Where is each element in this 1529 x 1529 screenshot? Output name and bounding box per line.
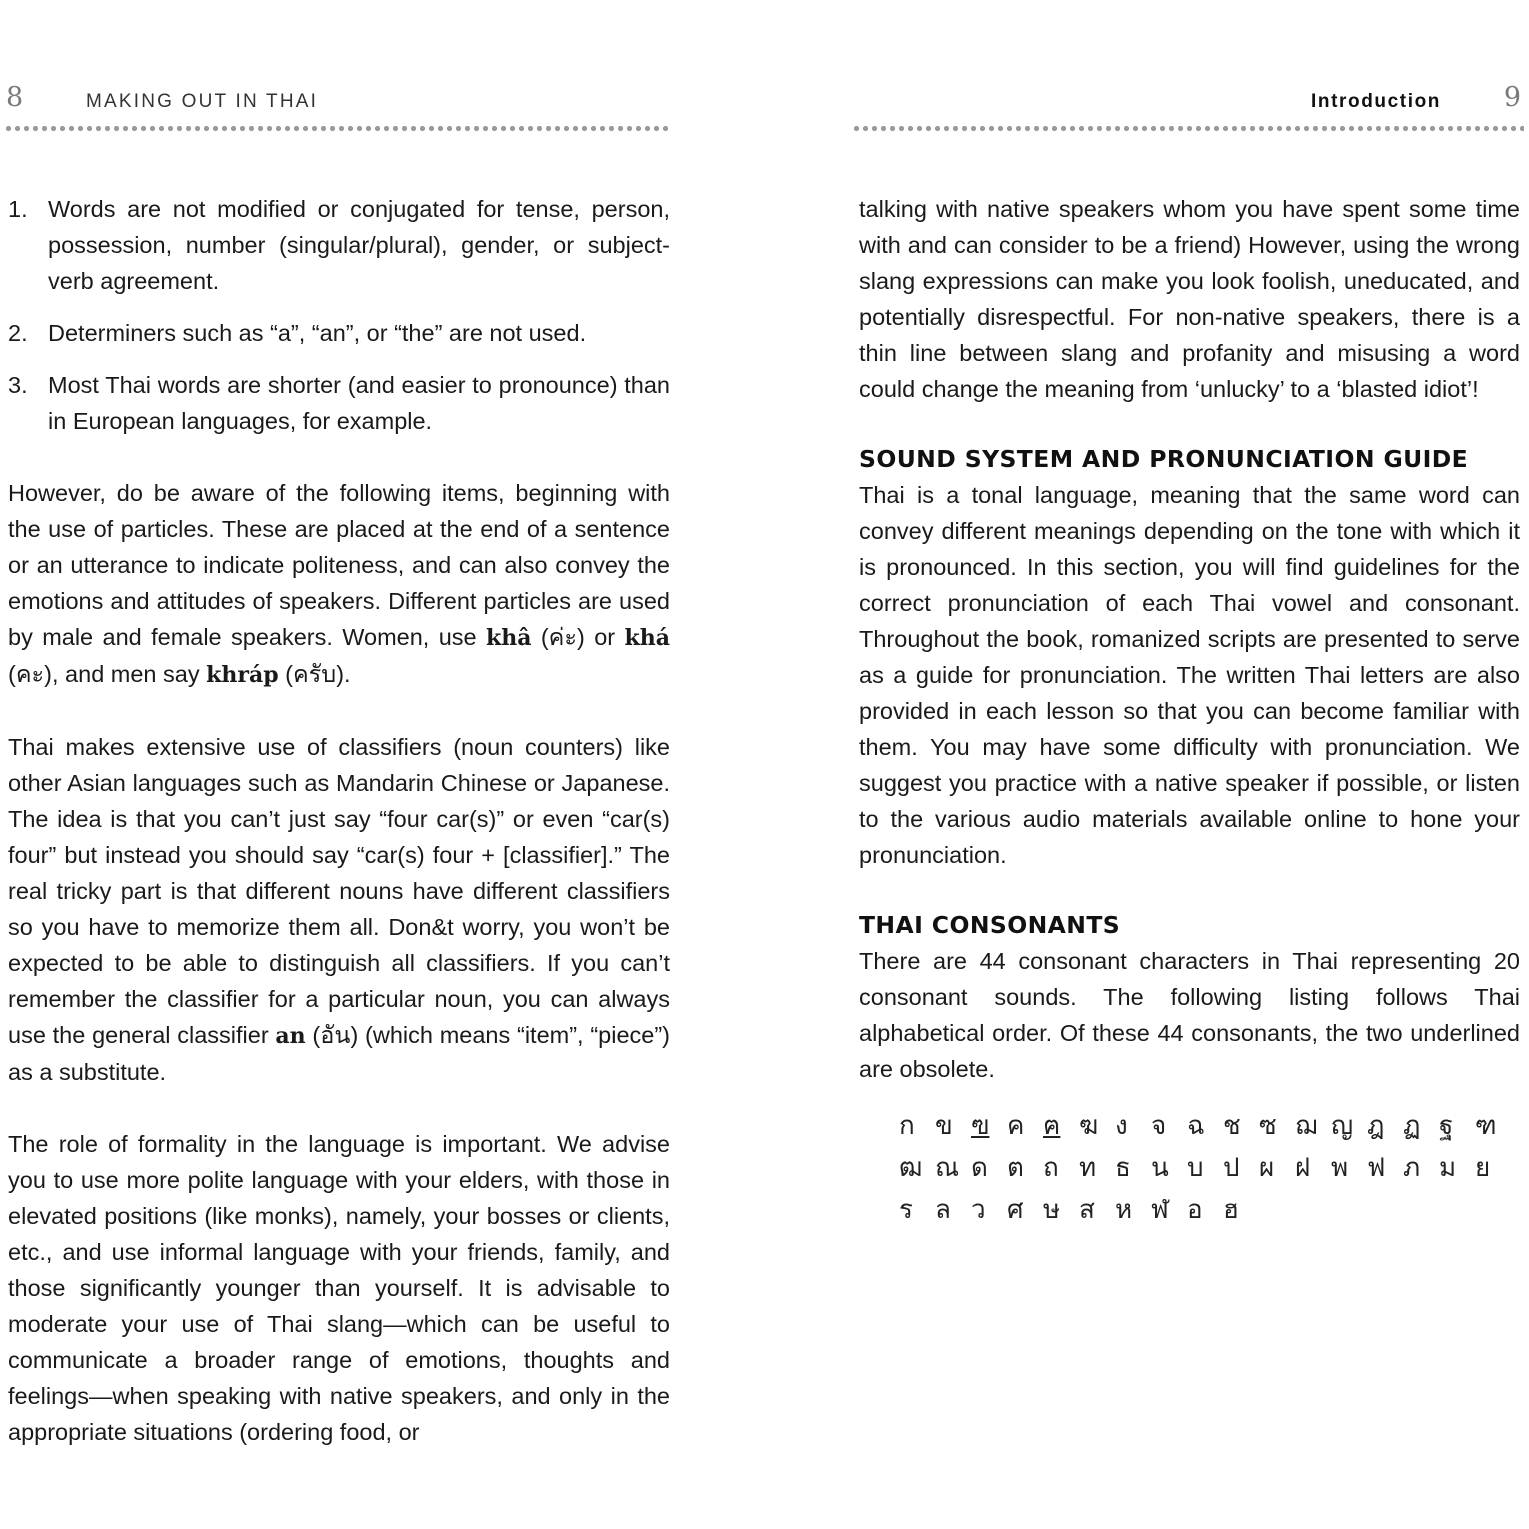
section-heading-consonants: THAI CONSONANTS xyxy=(859,911,1121,939)
thai-consonant: น xyxy=(1151,1153,1169,1183)
thai-consonant: พ xyxy=(1331,1153,1349,1183)
paragraph-text: Thai makes extensive use of classifiers (noun counters) like other Asian languages such as Mandarin Chinese or Japanese. The idea is that you can’t just say “four car(s)” or even “car(s) four” but instead you should say “car(s) four + [classifier].” The real tricky part is that different nouns have different classifiers so you have to memorize them all. Don&t worry, you won’t be expected to be able to distinguish all classifiers. If you can’t remember the classifier for a particular noun, you can always use the general classifier xyxy=(8,734,670,1048)
continued-paragraph: talking with native speakers whom you have spent some time with and can consider to be a friend) However, using the wrong slang expressions can make you look foolish, uneducated, and potentially disrespectful. For non-native speakers, there is a thin line between slang and profanity and misusing a word could change the meaning from ‘unlucky’ to a ‘blasted idiot’! xyxy=(859,196,1520,402)
formality-paragraph: The role of formality in the language is important. We advise you to use more polite language with your elders, with those in elevated positions (like monks), namely, your bosses or clients, etc., and use informal language with your friends, family, and those significantly younger than yourself. It is advisable to moderate your use of Thai slang—which can be useful to communicate a broader range of emotions, thoughts and feelings—when speaking with native speakers, and only in the appropriate situations (ordering food, or xyxy=(8,1131,670,1445)
thai-consonant: ม xyxy=(1439,1153,1457,1183)
thai-consonant: ศ xyxy=(1007,1195,1024,1225)
consonant-row xyxy=(899,1147,1520,1189)
paragraph-text: (คะ), and men say xyxy=(8,661,207,687)
right-page-number: 9 xyxy=(1503,82,1521,113)
romanized-word: khráp xyxy=(206,662,279,688)
thai-consonant: ท xyxy=(1079,1153,1097,1183)
thai-consonant: ฅ xyxy=(1043,1111,1061,1141)
paragraph-text: However, do be aware of the following items, beginning with the use of particles. These are placed at the end of a sentence or an utterance to indicate politeness, and can also convey the emotions and attitudes of speakers. Different particles are used by male and female speakers. Women, use xyxy=(8,480,670,650)
thai-consonant: ค xyxy=(1007,1111,1025,1141)
thai-consonant: ก xyxy=(899,1111,915,1141)
thai-consonant: ฏ xyxy=(1403,1111,1421,1141)
left-body-text xyxy=(8,191,670,1450)
thai-consonant: ถ xyxy=(1043,1153,1059,1183)
thai-consonant: ฑ xyxy=(1475,1111,1497,1141)
thai-consonant: บ xyxy=(1187,1153,1204,1183)
thai-consonant: ว xyxy=(971,1195,986,1225)
thai-consonant: ฃ xyxy=(971,1111,990,1141)
list-item xyxy=(8,191,670,299)
thai-consonant: ฆ xyxy=(1079,1111,1099,1141)
list-item xyxy=(8,367,670,439)
thai-consonant: ฎ xyxy=(1367,1111,1385,1141)
right-dotted-rule xyxy=(852,125,1524,132)
thai-consonant: ห xyxy=(1115,1195,1133,1225)
thai-consonant: ธ xyxy=(1115,1153,1131,1183)
list-item xyxy=(8,315,670,351)
pronunciation-paragraph: Thai is a tonal language, meaning that the same word can convey different meanings depending on the tone with which it is pronounced. In this section, you will find guidelines for the correct pronunciation of each Thai vowel and consonant. Throughout the book, romanized scripts are presented to serve as a guide for pronunciation. The written Thai letters are also provided in each lesson so that you can become familiar with them. You may have some difficulty with pronunciation. We suggest you practice with a native speaker if possible, or listen to the various audio materials available online to hone your pronunciation. xyxy=(859,482,1520,868)
left-running-head xyxy=(0,82,680,122)
thai-consonant: ณ xyxy=(935,1153,960,1183)
list-item-text: Words are not modified or conjugated for tense, person, possession, number (singular/plural), gender, or subject-verb agreement. xyxy=(48,196,670,294)
thai-consonant: ง xyxy=(1115,1111,1128,1141)
thai-consonant: ร xyxy=(899,1195,913,1225)
thai-consonant: ซ xyxy=(1259,1111,1277,1141)
section-heading-pronunciation: SOUND SYSTEM AND PRONUNCIATION GUIDE xyxy=(859,445,1469,473)
thai-consonant: ภ xyxy=(1403,1153,1421,1183)
left-page xyxy=(0,0,680,1529)
thai-consonant: ป xyxy=(1223,1153,1240,1183)
thai-consonant: ส xyxy=(1079,1195,1095,1225)
thai-consonant: ฬ xyxy=(1151,1195,1169,1225)
thai-consonant: ล xyxy=(935,1195,951,1225)
consonant-row xyxy=(899,1105,1520,1147)
list-number: 1. xyxy=(8,196,28,222)
consonant-row xyxy=(899,1189,1520,1231)
thai-consonant: ด xyxy=(971,1153,988,1183)
chapter-title-header: Introduction xyxy=(1310,91,1441,112)
thai-consonant: อ xyxy=(1187,1195,1203,1225)
grammar-points-list xyxy=(8,191,670,439)
left-dotted-rule xyxy=(4,125,672,132)
romanized-word: khá xyxy=(624,625,671,651)
paragraph-text: (อัน) (which means “item”, “piece”) as a substitute. xyxy=(8,1022,670,1085)
thai-consonant: ษ xyxy=(1043,1195,1061,1225)
thai-consonant: ต xyxy=(1007,1153,1024,1183)
romanized-word: an xyxy=(275,1023,306,1049)
thai-consonant: ช xyxy=(1223,1111,1241,1141)
thai-consonant: ฌ xyxy=(1295,1111,1318,1141)
list-item-text: Most Thai words are shorter (and easier to pronounce) than in European languages, for example. xyxy=(48,372,670,434)
right-body-text xyxy=(859,191,1520,1231)
classifiers-paragraph xyxy=(8,729,670,1090)
thai-consonant: ผ xyxy=(1259,1153,1275,1183)
thai-consonant: ฮ xyxy=(1223,1195,1239,1225)
thai-consonant: ข xyxy=(935,1111,953,1141)
romanized-word: khâ xyxy=(485,625,532,651)
thai-consonant-chart xyxy=(899,1105,1520,1231)
list-number: 2. xyxy=(8,320,28,346)
paragraph-text: (ค่ะ) or xyxy=(531,624,625,650)
thai-consonant: ฒ xyxy=(899,1153,923,1183)
right-page xyxy=(850,0,1529,1529)
thai-consonant: จ xyxy=(1151,1111,1167,1141)
right-running-head xyxy=(850,82,1529,122)
paragraph-text: (ครับ). xyxy=(278,661,351,687)
thai-consonant: ญ xyxy=(1331,1111,1354,1141)
list-number: 3. xyxy=(8,372,28,398)
thai-consonant: ฝ xyxy=(1295,1153,1311,1183)
thai-consonant: ย xyxy=(1475,1153,1491,1183)
particles-paragraph xyxy=(8,475,670,693)
thai-consonant: ฐ xyxy=(1439,1111,1454,1141)
thai-consonant: ฉ xyxy=(1187,1111,1205,1141)
thai-consonant: ฟ xyxy=(1367,1153,1386,1183)
left-page-number: 8 xyxy=(6,82,24,113)
consonants-paragraph: There are 44 consonant characters in Thai representing 20 consonant sounds. The following listing follows Thai alphabetical order. Of these 44 consonants, the two underlined are obsolete. xyxy=(859,948,1520,1082)
list-item-text: Determiners such as “a”, “an”, or “the” are not used. xyxy=(48,320,587,346)
book-title-header: MAKING OUT IN THAI xyxy=(86,91,319,112)
